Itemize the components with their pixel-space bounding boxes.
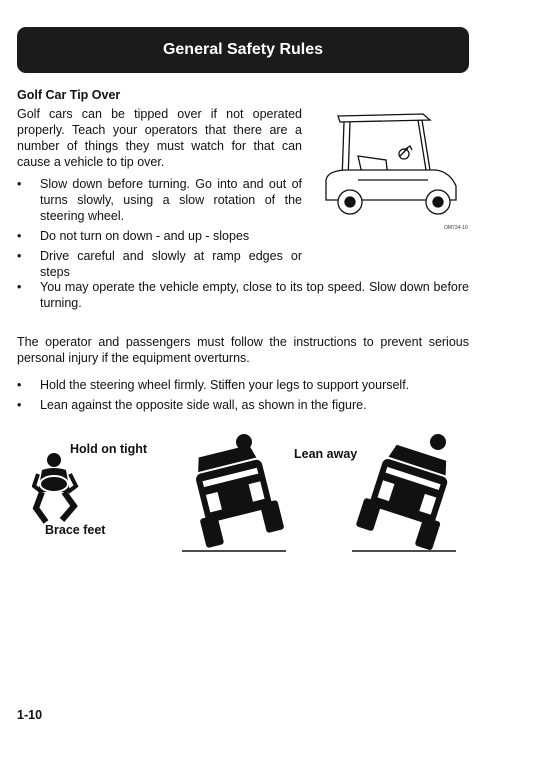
golf-car-illustration	[318, 108, 468, 220]
intro-paragraph: Golf cars can be tipped over if not operated properly. Teach your operators that there are a number of things they must watch for that can cause a vehicle to tip over.	[17, 107, 302, 169]
subsection-heading: Golf Car Tip Over	[17, 88, 121, 102]
lean-label: Lean away	[294, 447, 358, 461]
list-item: • Hold the steering wheel firmly. Stiffen your legs to support yourself.	[17, 377, 469, 393]
list-item: • Do not turn on down - and up - slopes	[17, 228, 302, 244]
section-title: General Safety Rules	[162, 41, 324, 58]
figure-caption: OM724-10	[444, 225, 468, 231]
list-item: • Slow down before turning. Go into and out of turns slowly, using a slow rotation of the steering wheel.	[17, 176, 302, 224]
section-header	[17, 27, 469, 73]
list-item: • Drive careful and slowly at ramp edges or steps	[17, 248, 302, 280]
paragraph: The operator and passengers must follow the instructions to prevent serious personal injury if the equipment overturns.	[17, 335, 469, 365]
bullet-list-top	[17, 176, 302, 284]
list-item: • You may operate the vehicle empty, close to its top speed. Slow down before turning.	[17, 279, 469, 311]
tilting-cart-icon	[350, 430, 460, 555]
hold-label: Hold on tight	[70, 442, 148, 456]
page-number: 1-10	[17, 708, 43, 722]
driver-bracing-icon	[32, 452, 87, 527]
bullet-list-full	[17, 279, 469, 315]
bullet-list-bottom	[17, 377, 469, 417]
brace-label: Brace feet	[45, 523, 106, 537]
list-item: • Lean against the opposite side wall, as shown in the figure.	[17, 397, 469, 413]
tilting-cart-icon	[180, 430, 290, 555]
